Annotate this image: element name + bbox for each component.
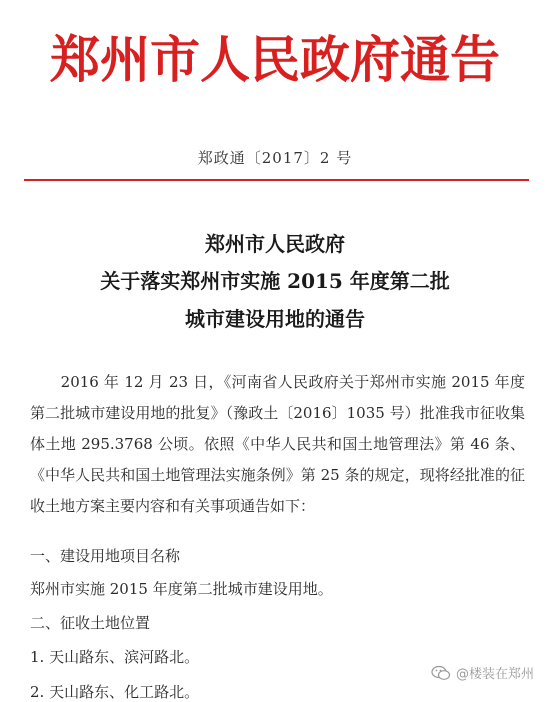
wechat-icon [431, 665, 451, 681]
section-1-text: 郑州市实施 2015 年度第二批城市建设用地。 [30, 580, 333, 598]
section-1-heading: 一、建设用地项目名称 [30, 547, 181, 565]
watermark-text: @楼装在郑州 [455, 667, 534, 682]
title-line-1: 郑州市人民政府 [205, 232, 345, 256]
red-divider [24, 179, 529, 181]
title-line-2: 关于落实郑州市实施 2015 年度第二批 [100, 269, 450, 293]
masthead-title: 郑州市人民政府通告 [50, 30, 500, 89]
title-line-3: 城市建设用地的通告 [185, 307, 365, 331]
section-2-heading: 二、征收土地位置 [30, 614, 151, 632]
watermark [431, 663, 534, 682]
body-paragraph-1: 2016 年 12 月 23 日，《河南省人民政府关于郑州市实施 2015 年度第二批城市建设用地的批复》（豫政土〔2016〕1035 号）批准我市征收集体土地 295.3768 公顷。依照《中华人民共和国土地管理法》第 46 条、《中华人民共和国土地管理法实施条例》第 25 条的规定，现将经批准的征收土地方案主要内容和有关事项通告如下： [30, 373, 525, 515]
section-2-item-1: 1. 天山路东、滨河路北。 [30, 648, 200, 666]
section-2-item-2: 2. 天山路东、化工路北。 [30, 683, 200, 701]
document-number: 郑政通〔2017〕2 号 [197, 149, 353, 167]
